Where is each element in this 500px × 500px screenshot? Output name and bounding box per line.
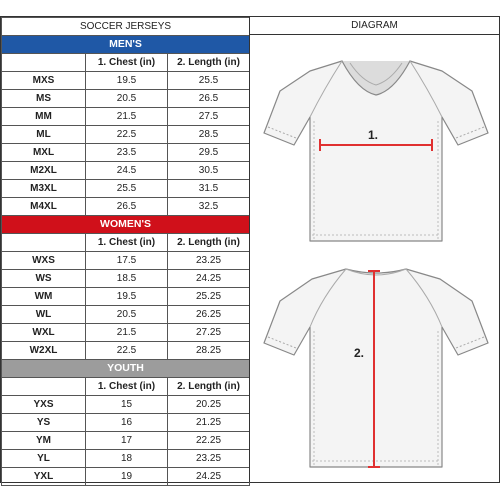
chest-cell: 18 [86,450,168,468]
size-cell: YXL [2,468,86,486]
table-row [2,432,250,450]
table-row [2,126,250,144]
chest-cell: 19.5 [86,288,168,306]
chest-cell: 21.5 [86,324,168,342]
chest-cell: 17 [86,432,168,450]
size-cell: M4XL [2,198,86,216]
length-cell: 22.25 [168,432,250,450]
length-cell: 24.25 [168,270,250,288]
table-row [2,270,250,288]
size-table-panel [1,17,249,482]
length-cell: 28.5 [168,126,250,144]
length-cell: 23.25 [168,450,250,468]
length-cell: 32.5 [168,198,250,216]
chest-cell: 20.5 [86,90,168,108]
section-title: WOMEN'S [2,216,250,234]
table-title: SOCCER JERSEYS [2,18,250,36]
section-header-women [2,216,250,234]
length-cell: 27.5 [168,108,250,126]
diagram-panel [249,17,499,482]
chest-cell: 22.5 [86,342,168,360]
length-cell: 23.25 [168,252,250,270]
size-cell: YM [2,432,86,450]
size-cell: WXS [2,252,86,270]
column-header-row [2,54,250,72]
table-row [2,90,250,108]
table-row [2,450,250,468]
size-cell: M2XL [2,162,86,180]
column-header-length: 2. Length (in) [168,54,250,72]
column-header-chest: 1. Chest (in) [86,234,168,252]
size-cell: MS [2,90,86,108]
chest-cell: 22.5 [86,126,168,144]
length-cell: 30.5 [168,162,250,180]
column-header-chest: 1. Chest (in) [86,378,168,396]
jersey-back-illustration [250,257,498,481]
size-cell: YL [2,450,86,468]
section-header-men [2,36,250,54]
length-cell: 26.5 [168,90,250,108]
size-cell: WM [2,288,86,306]
chest-cell: 19.5 [86,72,168,90]
length-cell: 21.25 [168,414,250,432]
section-header-youth [2,360,250,378]
table-row [2,414,250,432]
column-header-length: 2. Length (in) [168,234,250,252]
length-cell: 28.25 [168,342,250,360]
table-row [2,468,250,486]
chest-cell: 23.5 [86,144,168,162]
chest-cell: 26.5 [86,198,168,216]
length-marker-label: 2. [354,346,365,360]
chest-cell: 25.5 [86,180,168,198]
diagram-title: DIAGRAM [250,17,499,35]
table-row [2,306,250,324]
length-cell: 20.25 [168,396,250,414]
chest-cell: 16 [86,414,168,432]
column-header-chest: 1. Chest (in) [86,54,168,72]
column-header-size [2,234,86,252]
column-header-size [2,54,86,72]
table-row [2,108,250,126]
column-header-size [2,378,86,396]
length-cell: 29.5 [168,144,250,162]
chest-cell: 24.5 [86,162,168,180]
size-cell: WS [2,270,86,288]
size-table [1,17,250,486]
column-header-row [2,378,250,396]
size-cell: ML [2,126,86,144]
size-cell: MXS [2,72,86,90]
length-cell: 27.25 [168,324,250,342]
size-cell: YS [2,414,86,432]
table-row [2,324,250,342]
table-row [2,288,250,306]
table-row [2,72,250,90]
table-row [2,252,250,270]
size-cell: YXS [2,396,86,414]
table-title-row [2,18,250,36]
length-cell: 24.25 [168,468,250,486]
jersey-front-illustration [250,35,498,255]
length-cell: 25.5 [168,72,250,90]
chest-cell: 15 [86,396,168,414]
table-row [2,198,250,216]
table-row [2,396,250,414]
length-cell: 26.25 [168,306,250,324]
size-cell: WL [2,306,86,324]
chest-cell: 20.5 [86,306,168,324]
length-cell: 25.25 [168,288,250,306]
chest-marker-label: 1. [368,128,379,142]
section-title: MEN'S [2,36,250,54]
chest-cell: 21.5 [86,108,168,126]
size-chart [0,16,500,483]
chest-cell: 19 [86,468,168,486]
column-header-row [2,234,250,252]
table-row [2,162,250,180]
table-row [2,342,250,360]
table-row [2,144,250,162]
chest-cell: 18.5 [86,270,168,288]
size-cell: M3XL [2,180,86,198]
section-title: YOUTH [2,360,250,378]
size-cell: MXL [2,144,86,162]
size-cell: WXL [2,324,86,342]
table-row [2,180,250,198]
length-cell: 31.5 [168,180,250,198]
size-cell: MM [2,108,86,126]
chest-cell: 17.5 [86,252,168,270]
size-cell: W2XL [2,342,86,360]
column-header-length: 2. Length (in) [168,378,250,396]
